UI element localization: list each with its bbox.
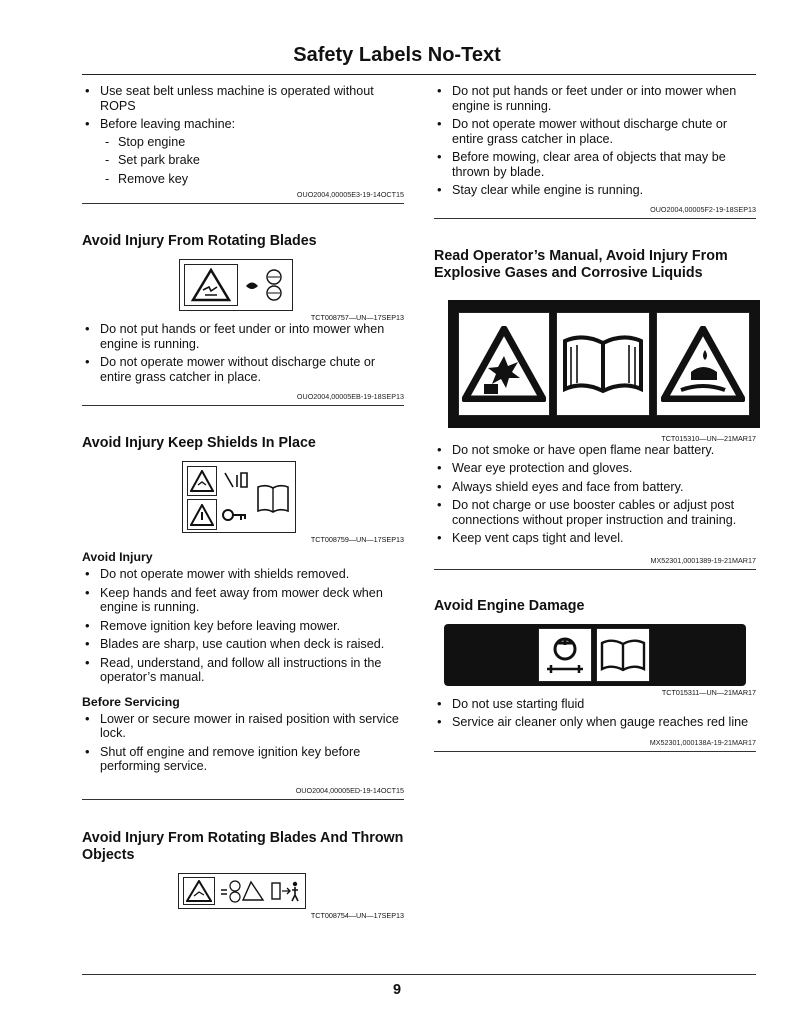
- reference-code: OUO2004,00005ED-19-14OCT15: [295, 785, 404, 795]
- key-panel: [219, 499, 251, 530]
- section-title: Avoid Injury From Rotating Blades: [82, 233, 317, 249]
- warning-triangle-icon: [190, 504, 214, 526]
- section-divider: [434, 569, 756, 570]
- left-column: [82, 84, 404, 920]
- list-item: • Read, understand, and follow all instructions in the operator’s manual.: [82, 656, 404, 685]
- thrown-panel: [269, 877, 301, 905]
- corrosive-panel: [656, 312, 750, 416]
- thrown-objects-icon: [270, 879, 300, 903]
- mower-safety-list: [434, 84, 756, 198]
- figure-caption: TCT015311—UN—21MAR17: [661, 687, 756, 697]
- hand-blade-icon: [242, 266, 286, 304]
- reference-code: MX52301,000138A-19-21MAR17: [649, 737, 756, 747]
- manual-panel: [556, 312, 650, 416]
- tool-panel: [219, 466, 251, 496]
- warning-triangle-icon: [190, 470, 214, 492]
- subsection-title: Before Servicing: [82, 694, 180, 709]
- warning-triangle-icon: [186, 880, 212, 902]
- warning-triangle-icon: [191, 268, 231, 302]
- list-item: • Do not use starting fluid: [434, 697, 756, 712]
- corrosive-icon: [661, 326, 745, 402]
- manual-panel: [255, 466, 291, 530]
- servicing-list: [82, 712, 404, 774]
- list-item: • Always shield eyes and face from battery.: [434, 480, 756, 495]
- list-item: • Keep hands and feet away from mower deck when engine is running.: [82, 586, 404, 615]
- section-divider: [434, 218, 756, 219]
- section-divider: [82, 799, 404, 800]
- no-starting-fluid-icon: [543, 633, 587, 677]
- figure-caption: TCT015310—UN—21MAR17: [661, 433, 756, 443]
- page-title: Safety Labels No-Text: [293, 44, 501, 66]
- blade-safety-decal: [179, 259, 293, 311]
- list-item: • Shut off engine and remove ignition key before performing service.: [82, 745, 404, 774]
- page-number: 9: [392, 982, 402, 998]
- warning-panel: [187, 466, 217, 496]
- leave-machine-steps: [100, 135, 404, 187]
- manual-book-icon: [561, 331, 645, 397]
- title-rule: [82, 74, 756, 75]
- battery-list: [434, 443, 756, 546]
- seat-belt-list: [82, 84, 404, 186]
- engine-safety-decal: [444, 624, 746, 686]
- section-title: Avoid Injury From Rotating Blades And Thrown Objects: [82, 829, 404, 863]
- manual-book-icon: [600, 637, 646, 673]
- list-item: • Keep vent caps tight and level.: [434, 531, 756, 546]
- warning-panel: [187, 499, 217, 530]
- explosion-panel: [458, 312, 550, 416]
- reference-code: MX52301,0001389-19-21MAR17: [650, 555, 756, 565]
- mower-blade-icon: [219, 878, 265, 904]
- reference-code: OUO2004,00005F2-19-18SEP13: [650, 204, 756, 214]
- section-title: Read Operator’s Manual, Avoid Injury From Explosive Gases and Corrosive Liquids: [434, 247, 728, 281]
- list-item: • Do not put hands or feet under or into mower when engine is running.: [82, 322, 404, 351]
- key-icon: [221, 469, 249, 493]
- sub-item: - Set park brake: [100, 153, 404, 168]
- blade-list: [82, 322, 404, 384]
- explosion-icon: [462, 326, 546, 402]
- engine-list: [434, 697, 756, 730]
- list-item-label: Before leaving machine:: [100, 117, 236, 131]
- figure-caption: TCT008757—UN—17SEP13: [310, 313, 404, 322]
- list-item: • Remove ignition key before leaving mower.: [82, 619, 404, 634]
- list-item: • Blades are sharp, use caution when deck is raised.: [82, 637, 404, 652]
- list-item: [82, 117, 404, 186]
- list-item: • Do not operate mower without discharge chute or entire grass catcher in place.: [82, 355, 404, 384]
- section-divider: [82, 203, 404, 204]
- list-item: • Do not operate mower with shields removed.: [82, 567, 404, 582]
- figure-caption: TCT008759—UN—17SEP13: [310, 535, 404, 544]
- list-item: • Lower or secure mower in raised position with service lock.: [82, 712, 404, 741]
- list-item: • Wear eye protection and gloves.: [434, 461, 756, 476]
- manual-book-icon: [256, 481, 290, 515]
- list-item: • Do not charge or use booster cables or adjust post connections without proper instruction and training.: [434, 498, 756, 527]
- blade-panel: [241, 264, 287, 306]
- shields-safety-decal: [182, 461, 296, 533]
- right-column: [434, 84, 756, 752]
- list-item: • Do not smoke or have open flame near battery.: [434, 443, 756, 458]
- blade-panel: [217, 877, 267, 905]
- section-divider: [434, 751, 756, 752]
- section-title: Avoid Injury Keep Shields In Place: [82, 435, 316, 451]
- list-item: • Do not put hands or feet under or into mower when engine is running.: [434, 84, 756, 113]
- thrown-objects-decal: [178, 873, 306, 909]
- warning-panel: [184, 264, 238, 306]
- manual-panel: [596, 628, 650, 682]
- sub-item: - Remove key: [100, 172, 404, 187]
- list-item: • Before mowing, clear area of objects that may be thrown by blade.: [434, 150, 756, 179]
- avoid-injury-list: [82, 567, 404, 685]
- footer-rule: [82, 974, 756, 975]
- list-item: • Use seat belt unless machine is operated without ROPS: [82, 84, 404, 113]
- reference-code: OUO2004,00005E3-19-14OCT15: [296, 190, 404, 199]
- list-item: • Stay clear while engine is running.: [434, 183, 756, 198]
- starting-fluid-panel: [538, 628, 592, 682]
- list-item: • Do not operate mower without discharge chute or entire grass catcher in place.: [434, 117, 756, 146]
- battery-safety-decal: [448, 300, 760, 428]
- section-divider: [82, 405, 404, 406]
- key-icon: [221, 505, 249, 525]
- list-item: • Service air cleaner only when gauge reaches red line: [434, 715, 756, 730]
- section-title: Avoid Engine Damage: [434, 597, 585, 614]
- warning-panel: [183, 877, 215, 905]
- reference-code: OUO2004,00005EB-19-18SEP13: [296, 392, 404, 401]
- sub-item: - Stop engine: [100, 135, 404, 150]
- figure-caption: TCT008754—UN—17SEP13: [310, 910, 404, 920]
- subsection-title: Avoid Injury: [82, 550, 153, 564]
